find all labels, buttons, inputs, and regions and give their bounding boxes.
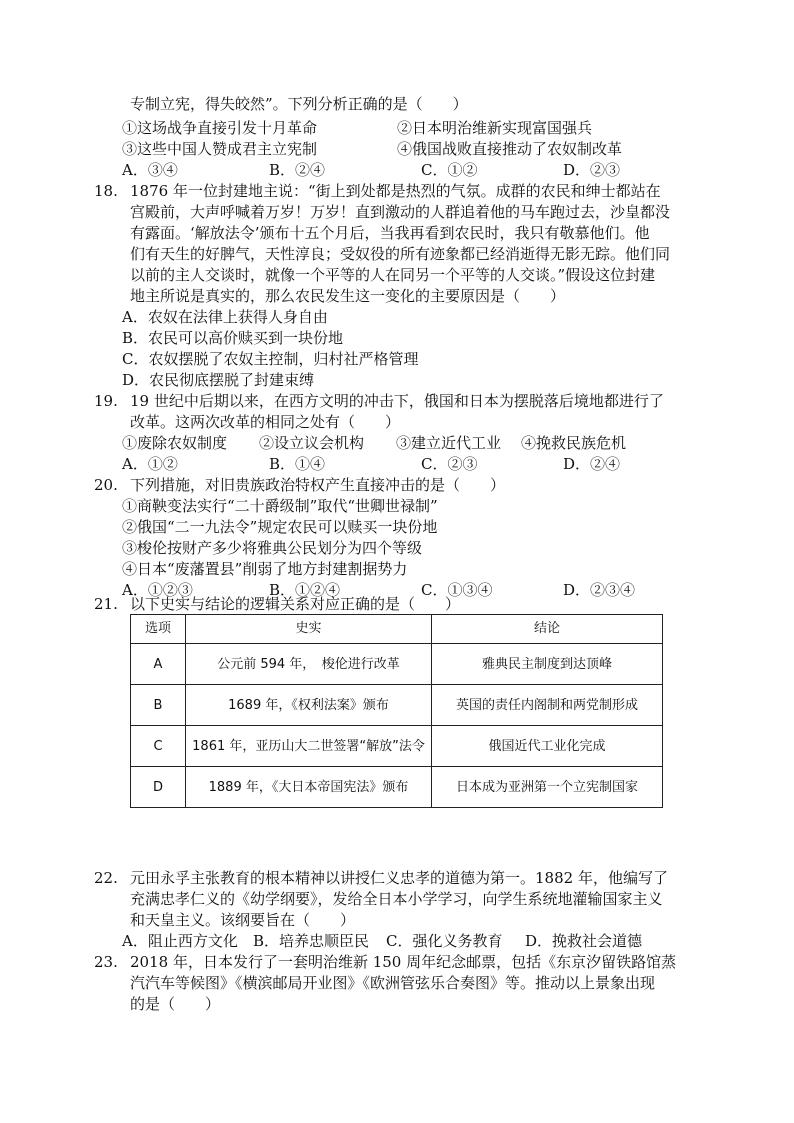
q17-option-4: ④俄国战败直接推动了农奴制改革	[397, 140, 623, 158]
q19-choice-b[interactable]: B．①④	[269, 455, 326, 473]
q18-choice-b[interactable]: B．农民可以高价赎买到一块份地	[122, 329, 344, 347]
q19-number: 19.	[94, 392, 118, 410]
q18-stem-line: 以前的主人交谈时，就像一个平等的人在同另一个平等的人交谈。”假设这位封建	[130, 266, 656, 284]
q19-choice-c[interactable]: C．②③	[421, 455, 478, 473]
q21-number: 21.	[94, 595, 118, 613]
q20-choice-c[interactable]: C．①③④	[421, 581, 493, 599]
q22-choice-b[interactable]: B．培养忠顺臣民	[253, 932, 370, 950]
q19-option-4: ④挽救民族危机	[521, 434, 627, 452]
q19-choice-d[interactable]: D．②④	[563, 455, 621, 473]
table-row	[131, 726, 663, 767]
table-header-cell: 史实	[186, 615, 432, 644]
q20-choice-b[interactable]: B．①②④	[269, 581, 341, 599]
q18-choice-c[interactable]: C．农奴摆脱了农奴主控制，归村社严格管理	[122, 350, 419, 368]
q22-choice-a[interactable]: A．阻止西方文化	[122, 932, 238, 950]
q19-option-1: ①废除农奴制度	[122, 434, 228, 452]
table-cell-conclusion: 雅典民主制度到达顶峰	[432, 644, 663, 685]
q20-choice-a[interactable]: A．①②③	[122, 581, 193, 599]
q20-option-4: ④日本“废藩置县”削弱了地方封建割据势力	[122, 560, 408, 578]
q19-stem-line: 19 世纪中后期以来，在西方文明的冲击下，俄国和日本为摆脱落后境地都进行了	[130, 392, 664, 410]
q22-stem-line: 充满忠孝仁义的《幼学纲要》，发给全日本小学学习，向学生系统地灌输国家主义	[130, 890, 663, 908]
table-cell-conclusion: 日本成为亚洲第一个立宪制国家	[432, 767, 663, 808]
table-header-cell: 结论	[432, 615, 663, 644]
table-row	[131, 767, 663, 808]
table-cell-option: A	[131, 644, 186, 685]
table-cell-conclusion: 英国的责任内阁制和两党制形成	[432, 685, 663, 726]
q18-stem-line: 有露面。‘解放法令’颁布十五个月后，当我再看到农民时，我只有敬慕他们。他	[130, 224, 650, 242]
q23-number: 23.	[94, 953, 118, 971]
q22-stem-line: 元田永孚主张教育的根本精神以讲授仁义忠孝的道德为第一。1882 年，他编写了	[130, 869, 668, 887]
q21-table	[130, 614, 663, 808]
q21-stem: 以下史实与结论的逻辑关系对应正确的是（ ）	[130, 595, 461, 613]
q18-choice-a[interactable]: A．农奴在法律上获得人身自由	[122, 308, 328, 326]
q19-option-3: ③建立近代工业	[396, 434, 502, 452]
q20-number: 20.	[94, 476, 118, 494]
q17-option-3: ③这些中国人赞成君主立宪制	[122, 140, 318, 158]
q19-choice-a[interactable]: A．①②	[122, 455, 178, 473]
q17-option-2: ②日本明治维新实现富国强兵	[397, 119, 593, 137]
q19-option-2: ②设立议会机构	[259, 434, 365, 452]
q20-stem: 下列措施，对旧贵族政治特权产生直接冲击的是（ ）	[130, 476, 506, 494]
table-row	[131, 685, 663, 726]
q18-stem-line: 宫殿前，大声呼喊着万岁！万岁！直到激动的人群追着他的马车跑过去，沙皇都没	[130, 203, 671, 221]
q22-stem-line: 和天皇主义。该纲要旨在（ ）	[130, 911, 356, 929]
q20-option-3: ③梭伦按财产多少将雅典公民划分为四个等级	[122, 539, 423, 557]
q22-number: 22.	[94, 869, 118, 887]
q17-choice-b[interactable]: B．②④	[269, 161, 326, 179]
q18-stem-line: 1876 年一位封建地主说：“街上到处都是热烈的气氛。成群的农民和绅士都站在	[130, 182, 661, 200]
q20-option-1: ①商鞅变法实行“二十爵级制”取代“世卿世禄制”	[122, 497, 438, 515]
q17-stem-tail: 专制立宪，得失皎然”。下列分析正确的是（ ）	[130, 95, 468, 113]
table-header-row	[131, 615, 663, 644]
q18-choice-d[interactable]: D．农民彻底摆脱了封建束缚	[122, 371, 315, 389]
q17-choice-c[interactable]: C．①②	[421, 161, 478, 179]
q23-stem-line: 2018 年，日本发行了一套明治维新 150 周年纪念邮票，包括《东京汐留铁路馆蒸	[130, 953, 677, 971]
table-cell-option: C	[131, 726, 186, 767]
q17-choice-a[interactable]: A．③④	[122, 161, 178, 179]
table-row	[131, 644, 663, 685]
q20-choice-d[interactable]: D．②③④	[563, 581, 636, 599]
table-header-cell: 选项	[131, 615, 186, 644]
q18-number: 18.	[94, 182, 118, 200]
q17-option-1: ①这场战争直接引发十月革命	[122, 119, 318, 137]
q20-option-2: ②俄国“二一九法令”规定农民可以赎买一块份地	[122, 518, 438, 536]
q23-stem-line: 的是（ ）	[130, 995, 221, 1013]
table-cell-fact: 1861 年，亚历山大二世签署“解放”法令	[186, 726, 432, 767]
table-cell-fact: 1689 年，《权利法案》颁布	[186, 685, 432, 726]
table-cell-option: B	[131, 685, 186, 726]
table-cell-option: D	[131, 767, 186, 808]
q23-stem-line: 汽汽车等候图》《横滨邮局开业图》《欧洲管弦乐合奏图》等。推动以上景象出现	[130, 974, 656, 992]
q18-stem-line: 地主所说是真实的，那么农民发生这一变化的主要原因是（ ）	[130, 287, 566, 305]
table-cell-conclusion: 俄国近代工业化完成	[432, 726, 663, 767]
table-cell-fact: 1889 年，《大日本帝国宪法》颁布	[186, 767, 432, 808]
table-cell-fact: 公元前 594 年， 梭伦进行改革	[186, 644, 432, 685]
q18-stem-line: 们有天生的好脾气，天性淳良；受奴役的所有迹象都已经消逝得无影无踪。他们同	[130, 245, 671, 263]
q22-choice-c[interactable]: C．强化义务教育	[386, 932, 503, 950]
q22-choice-d[interactable]: D．挽救社会道德	[525, 932, 643, 950]
q17-choice-d[interactable]: D．②③	[563, 161, 621, 179]
q19-stem-line: 改革。这两次改革的相同之处有（ ）	[130, 413, 401, 431]
